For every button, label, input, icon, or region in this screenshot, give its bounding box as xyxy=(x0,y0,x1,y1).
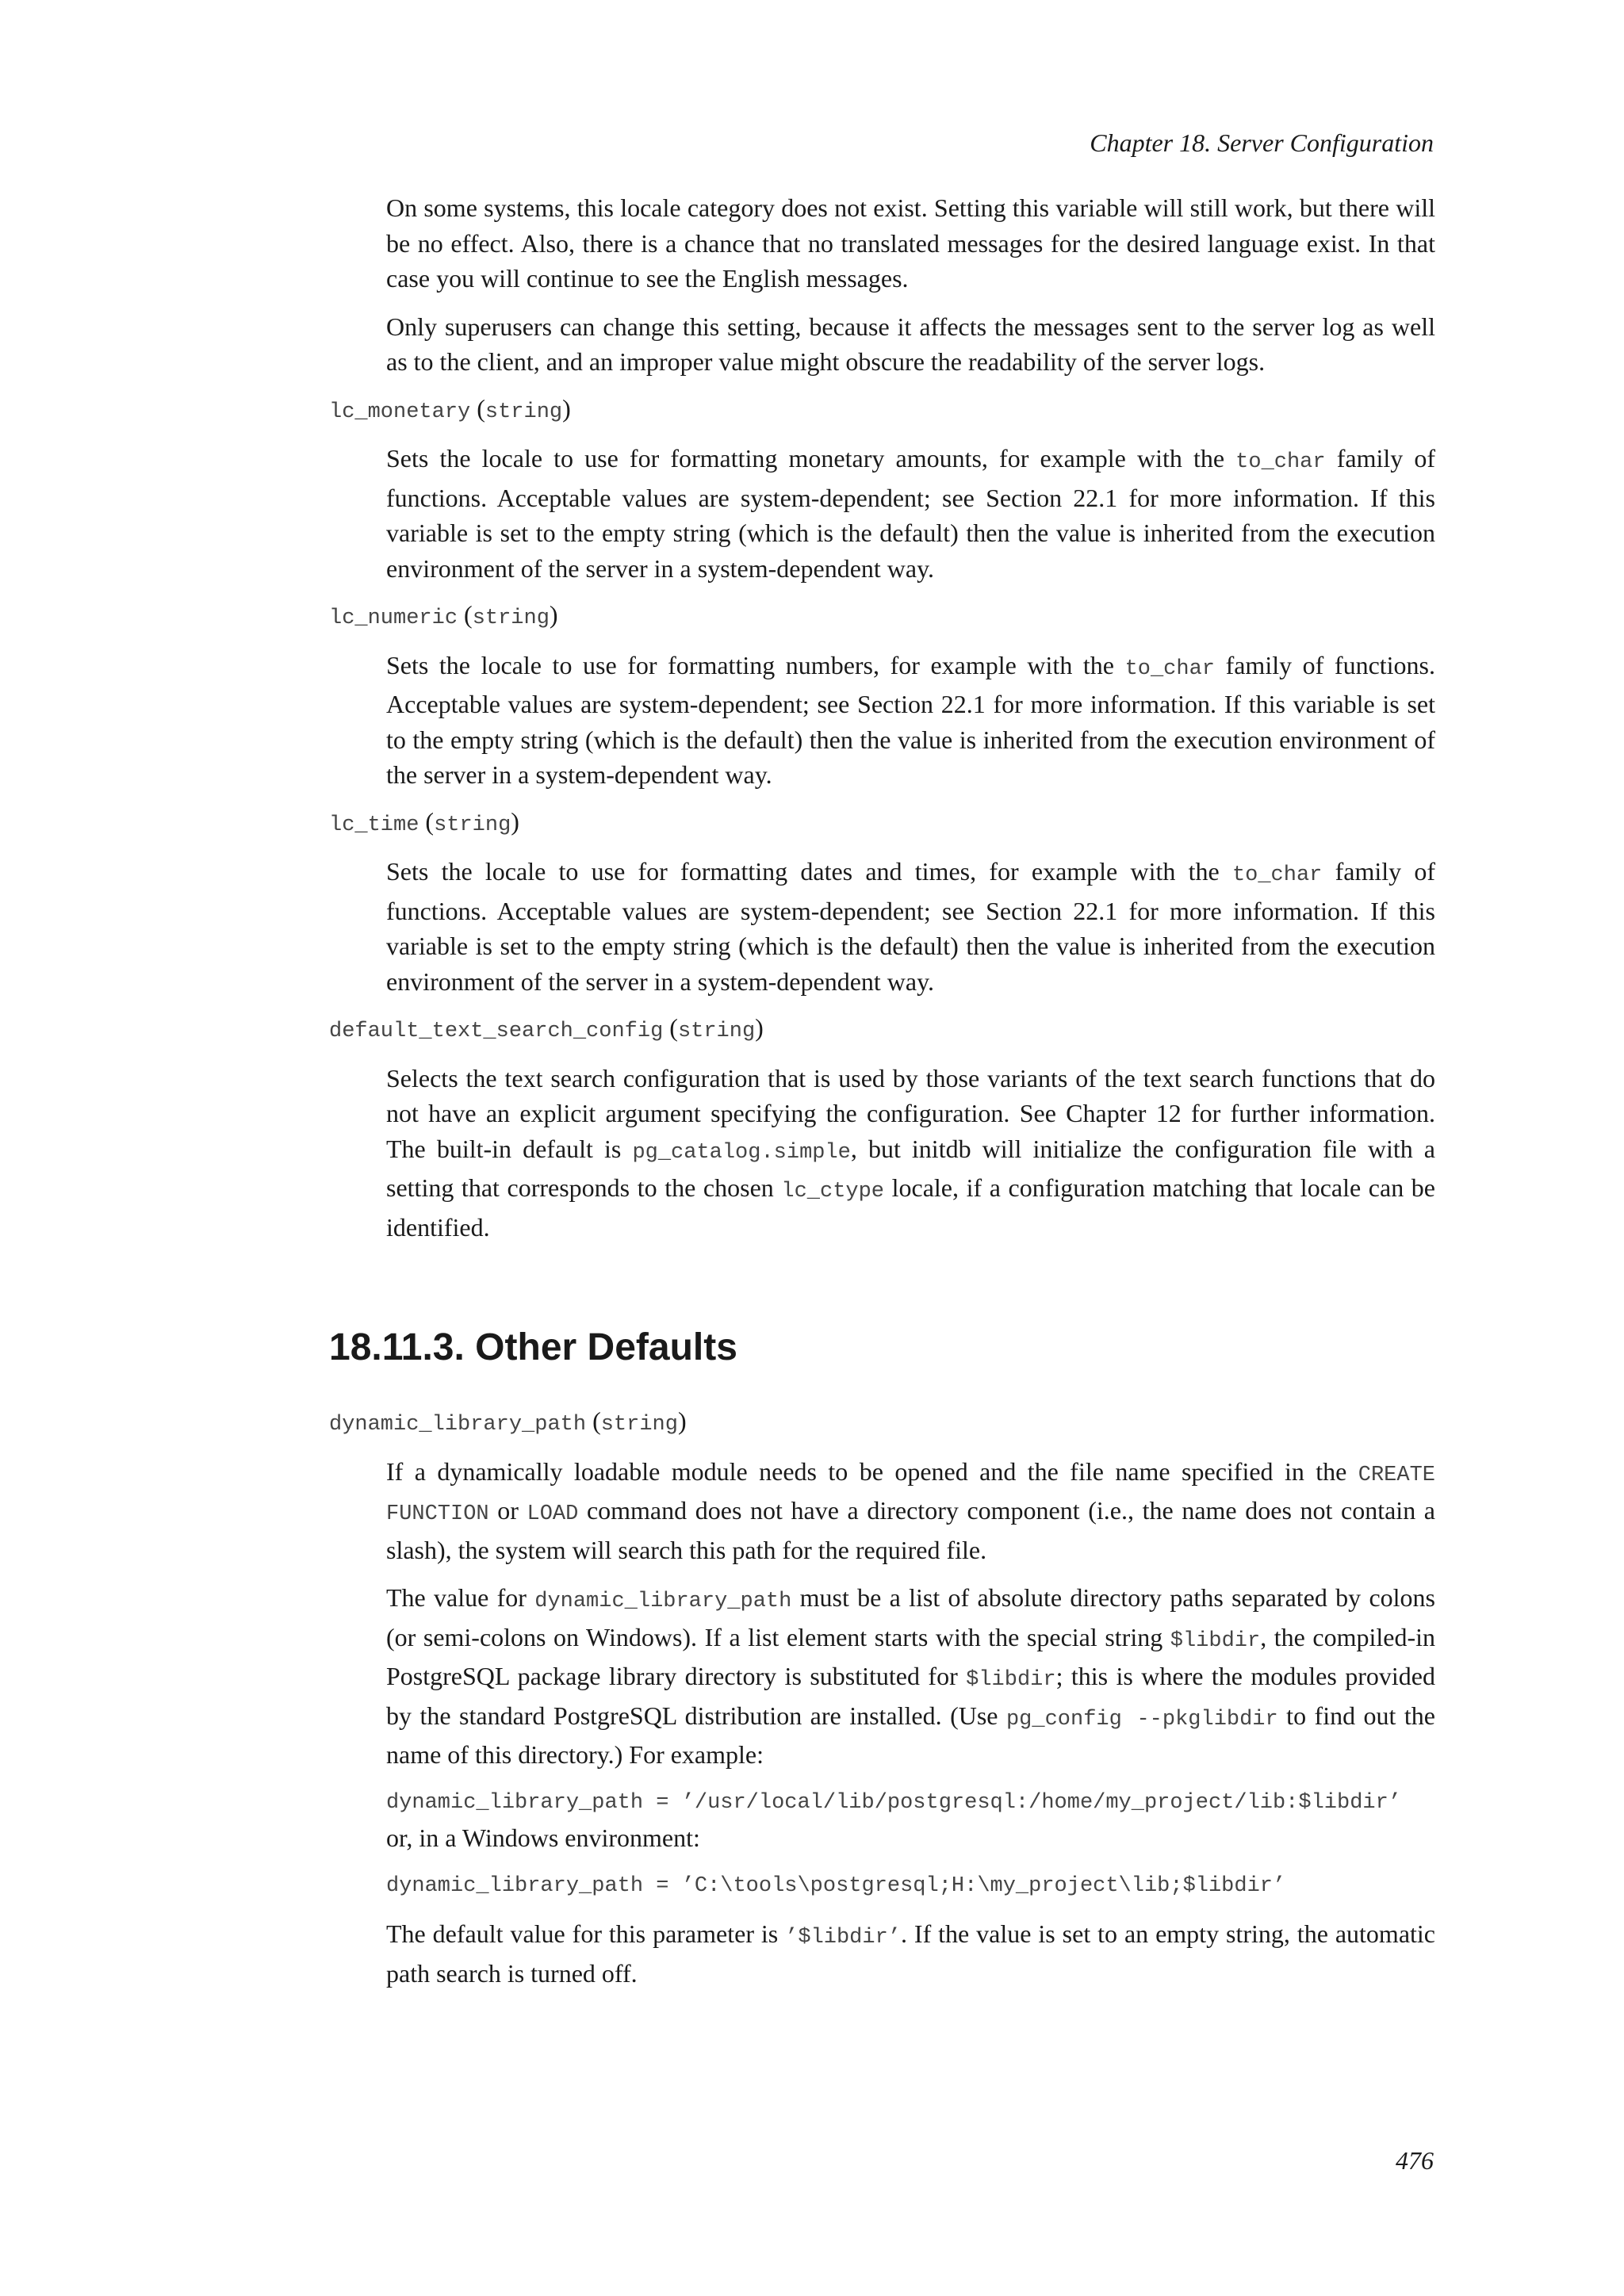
desc-dynamic-library-path-1: If a dynamically loadable module needs to be opened and the file name specified in the CREATE FUNCTION or LOAD command does not have a directory component (i.e., the name does not contain a slash), the system will search this path for the required file. xyxy=(386,1456,1436,1564)
intro-paragraph-2: Only superusers can change this setting, because it affects the messages sent to the server log as well as to the client, and an improper value might obscure the readability of the server logs. xyxy=(386,312,1435,376)
param-name: lc_time xyxy=(329,813,419,837)
desc-dynamic-library-path-3: The default value for this parameter is ’$libdir’. If the value is set to an empty string, the automatic path search is turned off. xyxy=(386,1919,1436,1988)
inline-code: $libdir xyxy=(1170,1628,1261,1653)
param-type: string xyxy=(485,400,563,424)
param-name: lc_monetary xyxy=(329,400,471,424)
inline-code: $libdir xyxy=(966,1668,1056,1692)
example-connector-text: or, in a Windows environment: xyxy=(386,1823,700,1852)
inline-code: ’$libdir’ xyxy=(785,1926,901,1950)
inline-code: CREATE FUNCTION xyxy=(386,1463,1435,1526)
page-number: 476 xyxy=(1396,2146,1434,2175)
intro-paragraph-1: On some systems, this locale category does not exist. Setting this variable will still work, but there will be no effect. Also, there is a chance that no translated messages for the desired language exist. In that case you will continue to see the English messages. xyxy=(386,193,1435,293)
param-type: string xyxy=(434,813,511,837)
inline-code: to_char xyxy=(1124,656,1215,681)
term-lc-time: lc_time (string) xyxy=(329,806,519,837)
desc-dynamic-library-path-2: The value for dynamic_library_path must be a list of absolute directory paths separated by colons (or semi-colons on Windows). If a list element starts with the special string $libdir, the compiled-in PostgreSQL package library directory is substituted for $libdir; this is where the modules provided by the standard PostgreSQL distribution are installed. (Use pg_config --pkglibdir to find out the name of this directory.) For example: xyxy=(386,1583,1436,1769)
inline-code: to_char xyxy=(1235,450,1326,474)
inline-code: pg_config --pkglibdir xyxy=(1005,1707,1278,1732)
term-lc-monetary: lc_monetary (string) xyxy=(329,393,571,424)
section-heading: 18.11.3. Other Defaults xyxy=(329,1326,737,1368)
term-dynamic-library-path: dynamic_library_path (string) xyxy=(329,1406,687,1437)
param-type: string xyxy=(472,607,550,630)
code-example-windows: dynamic_library_path = ’C:\tools\postgresql;H:\my_project\lib;$libdir’ xyxy=(386,1873,1286,1898)
term-default-text-search-config: default_text_search_config (string) xyxy=(329,1013,764,1043)
code-example-unix: dynamic_library_path = ’/usr/local/lib/postgresql:/home/my_project/lib:$libdir’ xyxy=(386,1790,1402,1815)
param-name: default_text_search_config xyxy=(329,1020,664,1043)
param-name: lc_numeric xyxy=(329,607,458,630)
inline-code: dynamic_library_path xyxy=(534,1590,792,1613)
desc-default-text-search-config: Selects the text search configuration that is used by those variants of the text search functions that do not have an explicit argument specifying the configuration. See Chapter 12 for further information. The built-in default is pg_catalog.simple, but initdb will initialize the configuration file with a setting that corresponds to the chosen lc_ctype locale, if a configuration matching that locale can be identified. xyxy=(386,1063,1436,1242)
running-header: Chapter 18. Server Configuration xyxy=(1090,128,1434,157)
param-type: string xyxy=(600,1413,678,1437)
other-defaults-section xyxy=(329,1403,1435,1991)
param-name: dynamic_library_path xyxy=(329,1413,587,1437)
inline-code: to_char xyxy=(1231,863,1323,887)
desc-lc-monetary: Sets the locale to use for formatting monetary amounts, for example with the to_char family of functions. Acceptable values are system-dependent; see Section 22.1 for more information. If this variable is set to the empty string (which is the default) then the value is inherited from the execution environment of the server in a system-dependent way. xyxy=(386,444,1436,583)
desc-lc-time: Sets the locale to use for formatting dates and times, for example with the to_char family of functions. Acceptable values are system-dependent; see Section 22.1 for more information. If this variable is set to the empty string (which is the default) then the value is inherited from the execution environment of the server in a system-dependent way. xyxy=(386,857,1436,996)
param-type: string xyxy=(677,1020,756,1043)
term-lc-numeric: lc_numeric (string) xyxy=(329,600,558,630)
inline-code: pg_catalog.simple xyxy=(632,1140,851,1165)
inline-code: lc_ctype xyxy=(781,1180,885,1203)
locale-settings-section xyxy=(329,190,1435,1245)
desc-lc-numeric: Sets the locale to use for formatting numbers, for example with the to_char family of functions. Acceptable values are system-dependent; see Section 22.1 for more information. If this variable is set to the empty string (which is the default) then the value is inherited from the execution environment of the server in a system-dependent way. xyxy=(386,650,1436,789)
inline-code: LOAD xyxy=(527,1502,579,1526)
